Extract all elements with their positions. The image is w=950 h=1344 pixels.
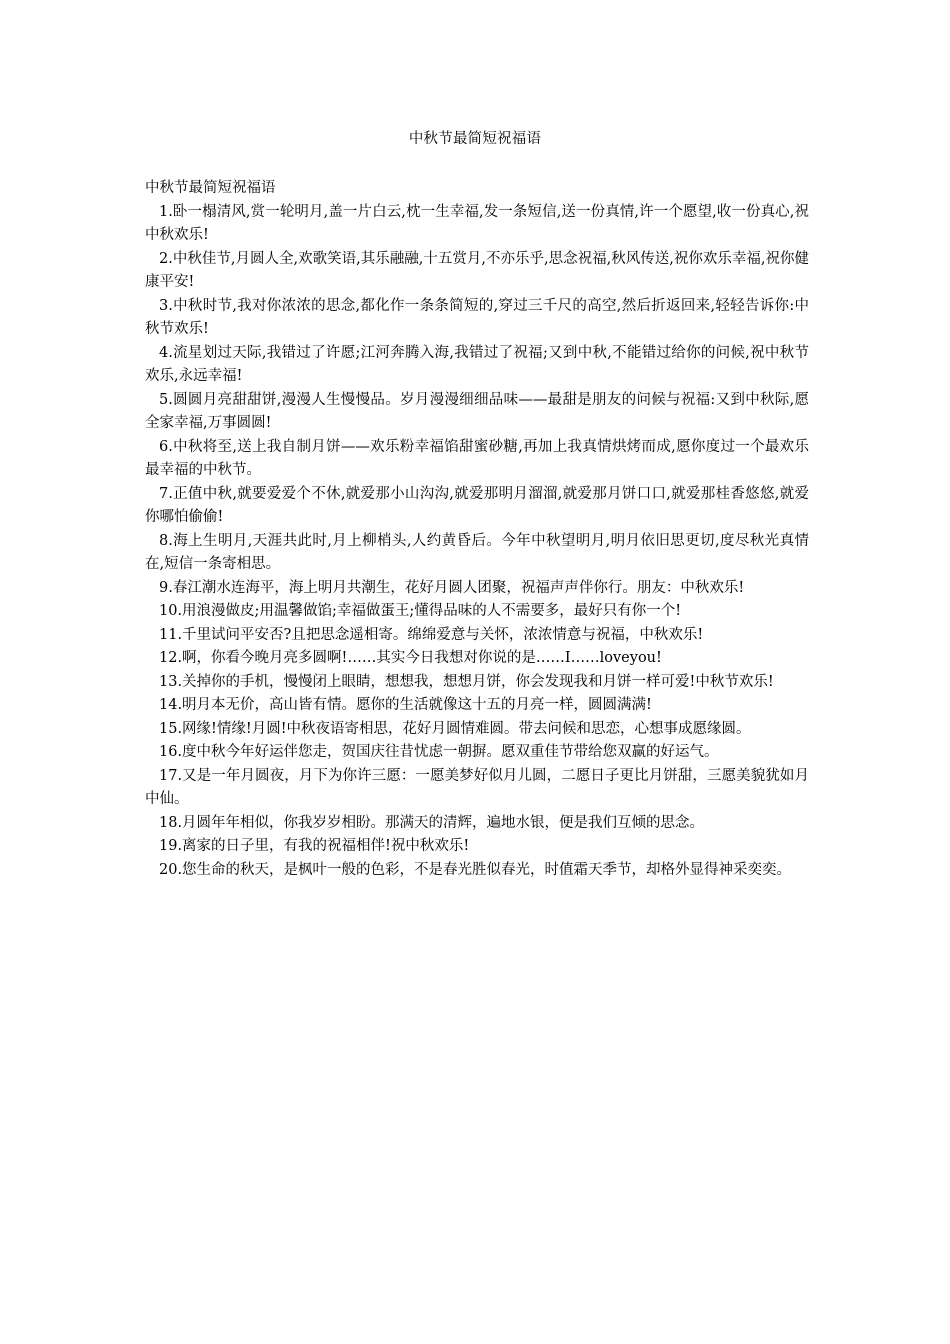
blessing-item: 5.圆圆月亮甜甜饼,漫漫人生慢慢品。岁月漫漫细细品味——最甜是朋友的问候与祝福:又到中秋际,愿全家幸福,万事圆圆! <box>145 391 809 431</box>
blessing-item: 1.卧一榻清风,赏一轮明月,盖一片白云,枕一生幸福,发一条短信,送一份真情,许一个愿望,收一份真心,祝中秋欢乐! <box>145 203 809 243</box>
blessing-item: 18.月圆年年相似，你我岁岁相盼。那满天的清辉，遍地水银，便是我们互倾的思念。 <box>159 814 705 831</box>
blessing-list <box>145 201 809 883</box>
blessing-item: 17.又是一年月圆夜，月下为你许三愿：一愿美梦好似月儿圆，二愿日子更比月饼甜，三愿美貌犹如月中仙。 <box>145 767 809 807</box>
blessing-item: 16.度中秋今年好运伴您走，贺国庆往昔忧虑一朝摒。愿双重佳节带给您双赢的好运气。 <box>159 744 719 760</box>
blessing-item: 3.中秋时节,我对你浓浓的思念,都化作一条条简短的,穿过三千尺的高空,然后折返回来,轻轻告诉你:中秋节欢乐! <box>145 297 809 337</box>
document-title: 中秋节最简短祝福语 <box>408 131 542 147</box>
blessing-item: 14.明月本无价，高山皆有情。愿你的生活就像这十五的月亮一样，圆圆满满! <box>159 697 652 713</box>
blessing-item: 20.您生命的秋天，是枫叶一般的色彩，不是春光胜似春光，时值霜天季节，却格外显得神采奕奕。 <box>159 861 792 878</box>
blessing-item: 12.啊，你看今晚月亮多圆啊!……其实今日我想对你说的是……I……loveyou! <box>159 650 662 666</box>
blessing-item: 13.关掉你的手机，慢慢闭上眼睛，想想我，想想月饼，你会发现我和月饼一样可爱!中秋节欢乐! <box>159 673 774 690</box>
blessing-item: 7.正值中秋,就要爱爱个不休,就爱那小山沟沟,就爱那明月溜溜,就爱那月饼口口,就爱那桂香悠悠,就爱你哪怕偷偷! <box>145 485 809 525</box>
blessing-item: 11.千里试问平安否?且把思念遥相寄。绵绵爱意与关怀，浓浓情意与祝福，中秋欢乐! <box>159 626 704 643</box>
blessing-item: 9.春江潮水连海平，海上明月共潮生，花好月圆人团聚，祝福声声伴你行。朋友：中秋欢乐! <box>159 579 745 596</box>
blessing-item: 15.网缘!情缘!月圆!中秋夜语寄相思，花好月圆情难圆。带去问候和思恋，心想事成愿缘圆。 <box>159 720 751 737</box>
blessing-item: 19.离家的日子里，有我的祝福相伴!祝中秋欢乐! <box>159 838 470 854</box>
document-subtitle: 中秋节最简短祝福语 <box>145 180 276 196</box>
blessing-item: 10.用浪漫做皮;用温馨做馅;幸福做蛋王;懂得品味的人不需要多，最好只有你一个! <box>159 603 682 619</box>
blessing-item: 8.海上生明月,天涯共此时,月上柳梢头,人约黄昏后。今年中秋望明月,明月依旧思更切,度尽秋光真情在,短信一条寄相思。 <box>145 532 809 572</box>
blessing-item: 4.流星划过天际,我错过了许愿;江河奔腾入海,我错过了祝福;又到中秋,不能错过给你的问候,祝中秋节欢乐,永远幸福! <box>145 344 809 384</box>
blessing-item: 6.中秋将至,送上我自制月饼——欢乐粉幸福馅甜蜜砂糖,再加上我真情烘烤而成,愿你度过一个最欢乐最幸福的中秋节。 <box>145 438 809 478</box>
document-body <box>145 177 809 882</box>
blessing-item: 2.中秋佳节,月圆人全,欢歌笑语,其乐融融,十五赏月,不亦乐乎,思念祝福,秋风传送,祝你欢乐幸福,祝你健康平安! <box>145 250 809 290</box>
